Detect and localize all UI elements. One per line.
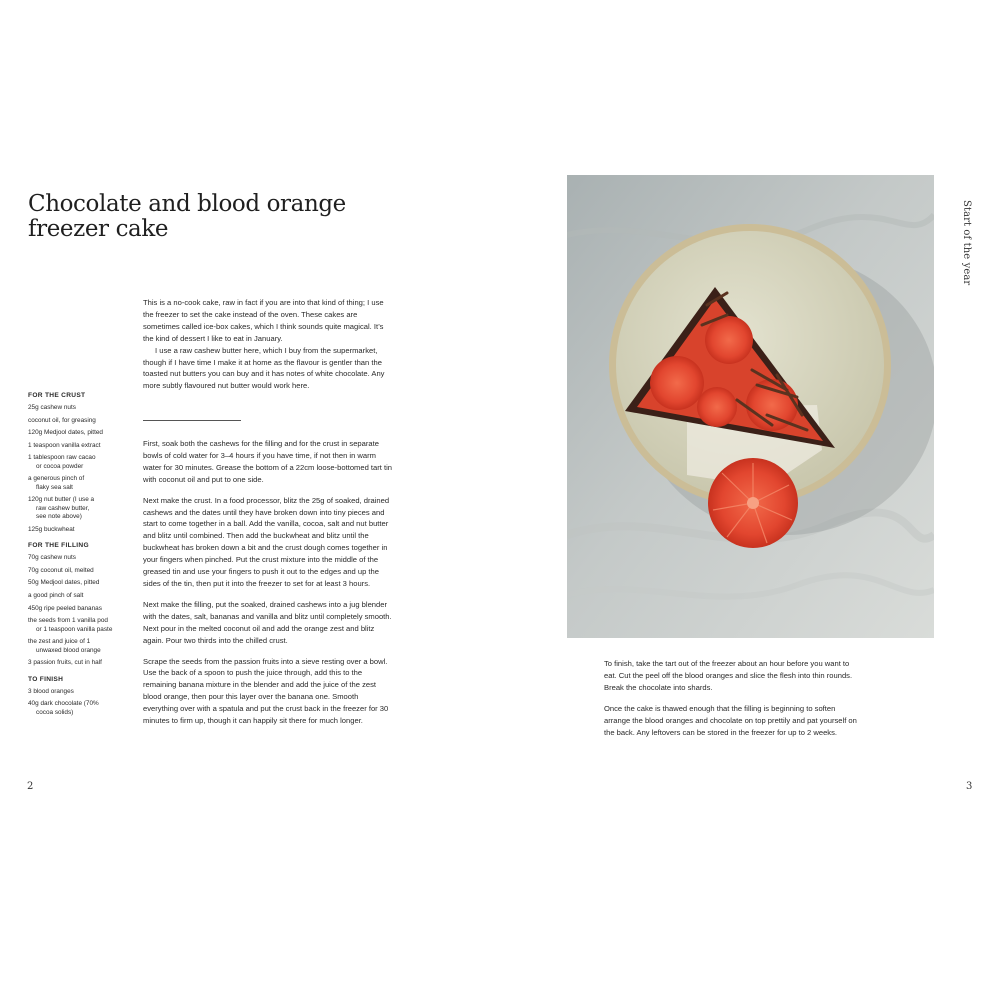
ingredient-line: 125g buckwheat [28,525,75,533]
ingredient-item [28,659,140,667]
ingredient-line: 1 teaspoon vanilla extract [28,441,101,449]
ingredient-line: 450g ripe peeled bananas [28,604,102,612]
ingredient-line: a good pinch of salt [28,591,84,599]
ingredient-line: the zest and juice of 1 [28,638,91,646]
ingredients-list-finish [28,688,140,717]
ingredient-line: 25g cashew nuts [28,404,76,411]
method-paragraph: Scrape the seeds from the passion fruits into a sieve resting over a bowl. Use the back of a spoon to push the juice through, add this to the remaining banana mixture in the blender and add the juice of the zest blood orange, then pour this layer over the banana one. Smooth everything over with a spatula and put the crust back in the freezer for 30 minutes to firm up, though it can happily sit there for much longer. [143,656,389,726]
ingredient-item [28,417,140,425]
recipe-title-line: freezer cake [28,216,169,242]
section-divider [143,420,241,421]
intro-paragraph: I use a raw cashew butter here, which I buy from the supermarket, though if I have time I make it at home as the flavour is gentler than the toasted nut butters you can buy and it has notes of white chocolate. Any more subtly flavoured nut butter would work here. [143,345,385,391]
method-paragraph: Next make the filling, put the soaked, drained cashews into a jug blender with the dates, salt, bananas and vanilla and blitz until completely smooth. Next pour in the melted coconut oil and add the orange zest and blitz again. Pour two thirds into the chilled crust. [143,599,392,645]
ingredient-line: or cocoa powder [36,462,84,470]
ingredient-line: 120g Medjool dates, pitted [28,429,103,437]
ingredient-item [28,638,140,655]
ingredient-line: coconut oil, for greasing [28,416,96,424]
ingredient-item [28,554,140,562]
ingredient-item [28,700,140,717]
ingredients-list-crust [28,404,140,534]
ingredient-line: unwaxed blood orange [36,646,101,654]
method-text [143,438,393,736]
ingredient-line: 120g nut butter (I use a [28,496,95,504]
finish-text [604,658,859,747]
recipe-title [28,192,358,242]
ingredients-heading-finish: TO FINISH [28,675,64,683]
intro-paragraph: This is a no-cook cake, raw in fact if you are into that kind of thing; I use the freezer to set the cake instead of the oven. These cakes are sometimes called ice-box cakes, which I think sounds quite magical. It’s the kind of dessert I like to eat in January. [143,298,384,343]
ingredient-line: raw cashew butter, [36,504,90,512]
ingredient-item [28,429,140,437]
ingredient-item [28,442,140,450]
ingredient-line: flaky sea salt [36,483,73,491]
ingredient-item [28,592,140,600]
ingredient-item [28,688,140,696]
ingredient-line: a generous pinch of [28,475,85,483]
ingredient-item [28,496,140,521]
method-paragraph: First, soak both the cashews for the filling and for the crust in separate bowls of cold water for 3–4 hours if you have time, if not then in warm water for 30 minutes. Grease the bottom of a 22cm loose-bottomed tart tin with coconut oil and put to one side. [143,439,393,484]
ingredient-item [28,605,140,613]
ingredient-item [28,475,140,492]
ingredient-item [28,454,140,471]
cake-photo [567,175,934,638]
page-number-left: 2 [27,781,34,792]
ingredient-item [28,404,140,412]
ingredients-heading-filling: FOR THE FILLING [28,542,89,550]
page-number-right: 3 [966,781,973,792]
ingredient-line: the seeds from 1 vanilla pod [28,617,108,625]
ingredient-line: 3 passion fruits, cut in half [28,659,102,667]
recipe-title-line: Chocolate and blood orange [28,191,346,217]
running-head [954,200,976,300]
ingredient-item [28,579,140,587]
running-head-text: Start of the year [961,200,972,286]
ingredient-line: 3 blood oranges [28,687,74,695]
finish-paragraph: Once the cake is thawed enough that the filling is beginning to soften arrange the blood oranges and chocolate on top prettily and pat yourself on the back. Any leftovers can be stored in the freezer for up to 2 weeks. [604,703,857,737]
finish-paragraph: To finish, take the tart out of the freezer about an hour before you want to eat. Cut the peel off the blood oranges and slice the flesh into thin rounds. Break the chocolate into shards. [604,659,853,692]
ingredient-line: see note above) [36,513,82,521]
cake-photo-illustration [567,175,934,638]
ingredient-item [28,526,140,534]
ingredient-item [28,617,140,634]
ingredient-line: 40g dark chocolate (70% [28,700,99,708]
method-paragraph: Next make the crust. In a food processor, blitz the 25g of soaked, drained cashews and the dates until they have broken down into tiny pieces and start to come together in a ball. Add the vanilla, cocoa, salt and nut butter and blitz until combined. Then add the buckwheat and blitz until the buckwheat has broken down a bit and the crust dough comes together in your fingers when pinched. Put the crust mixture into the middle of the greased tin and use your fingers to push it out to the edges and up the sides of the tin, then put it into the freezer to set for at least 3 hours. [143,495,390,588]
ingredient-item [28,567,140,575]
recipe-intro [143,297,393,401]
ingredient-line: 70g cashew nuts [28,554,76,562]
ingredient-line: 50g Medjool dates, pitted [28,579,100,587]
ingredient-line: or 1 teaspoon vanilla paste [36,625,113,633]
ingredient-line: 1 tablespoon raw cacao [28,454,96,462]
ingredient-line: cocoa solids) [36,708,74,716]
ingredients-column [28,392,140,721]
ingredients-list-filling [28,554,140,667]
ingredient-line: 70g coconut oil, melted [28,566,94,574]
ingredients-heading-crust: FOR THE CRUST [28,392,86,399]
